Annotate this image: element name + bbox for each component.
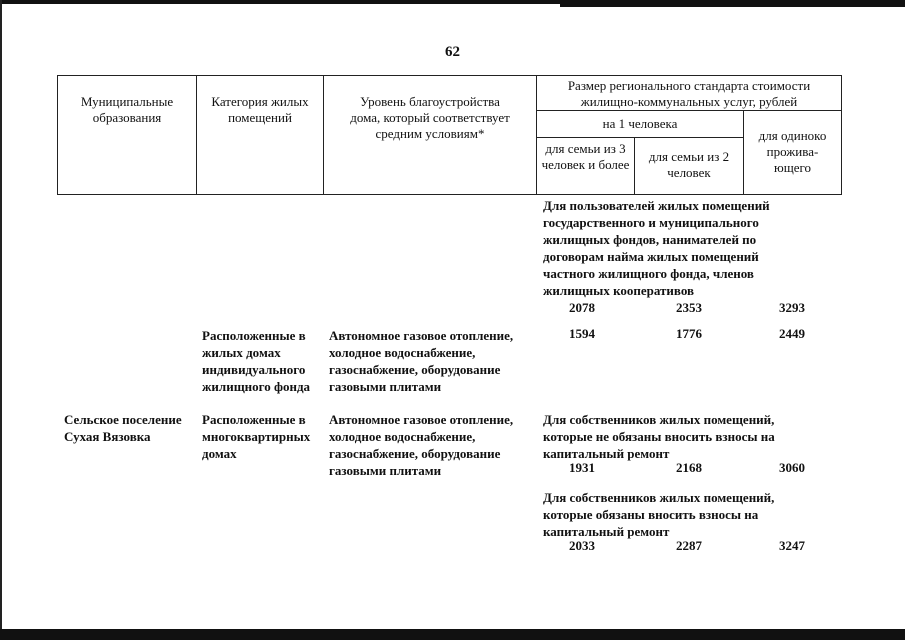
level-apartment: Автономное газовое отопление, холодное водоснабжение, газоснабжение, оборудование газовыми плитами	[329, 412, 514, 478]
category-individual: Расположенные в жилых домах индивидуального жилищного фонда	[202, 328, 311, 394]
page-number: 62	[445, 44, 460, 60]
header-single: для одиноко прожива-ющего	[743, 110, 842, 195]
category-apartment: Расположенные в многоквартирных домах	[202, 412, 311, 461]
header-standard: Размер регионального стандарта стоимости жилищно-коммунальных услуг, рублей	[536, 75, 842, 111]
level-individual: Автономное газовое отопление, холодное водоснабжение, газоснабжение, оборудование газовыми плитами	[329, 328, 514, 394]
value-tenants-family3: 2078	[569, 300, 595, 315]
value-obliged-family3: 2033	[569, 538, 595, 553]
value-not-obliged-family3: 1931	[569, 460, 595, 475]
group-owners-not-obliged-label: Для собственников жилых помещений, которые не обязаны вносить взносы на капитальный ремонт	[543, 412, 775, 461]
value-individual-single: 2449	[779, 326, 805, 341]
value-individual-family2: 1776	[676, 326, 702, 341]
header-level: Уровень благоустройства дома, который соответствует средним условиям*	[323, 75, 537, 195]
header-family2: для семьи из 2 человек	[634, 137, 744, 195]
value-not-obliged-single: 3060	[779, 460, 805, 475]
municipality-name: Сельское поселение Сухая Вязовка	[64, 412, 182, 444]
header-municipality: Муниципальные образования	[57, 75, 197, 195]
header-per-person: на 1 человека	[536, 110, 744, 138]
header-family3: для семьи из 3 человек и более	[536, 137, 635, 195]
group-tenants-label: Для пользователей жилых помещений государственного и муниципального жилищных фондов, нанимателей по договорам найма жилых помещений частного жилищного фонда, членов жилищных кооперативов	[543, 198, 770, 298]
value-not-obliged-family2: 2168	[676, 460, 702, 475]
value-obliged-family2: 2287	[676, 538, 702, 553]
value-tenants-family2: 2353	[676, 300, 702, 315]
scan-border-top-inner	[560, 4, 905, 7]
value-obliged-single: 3247	[779, 538, 805, 553]
value-tenants-single: 3293	[779, 300, 805, 315]
header-category: Категория жилых помещений	[196, 75, 324, 195]
group-owners-obliged-label: Для собственников жилых помещений, которые обязаны вносить взносы на капитальный ремонт	[543, 490, 775, 539]
scan-border-left	[0, 0, 2, 640]
scan-border-bottom	[0, 629, 905, 640]
value-individual-family3: 1594	[569, 326, 595, 341]
